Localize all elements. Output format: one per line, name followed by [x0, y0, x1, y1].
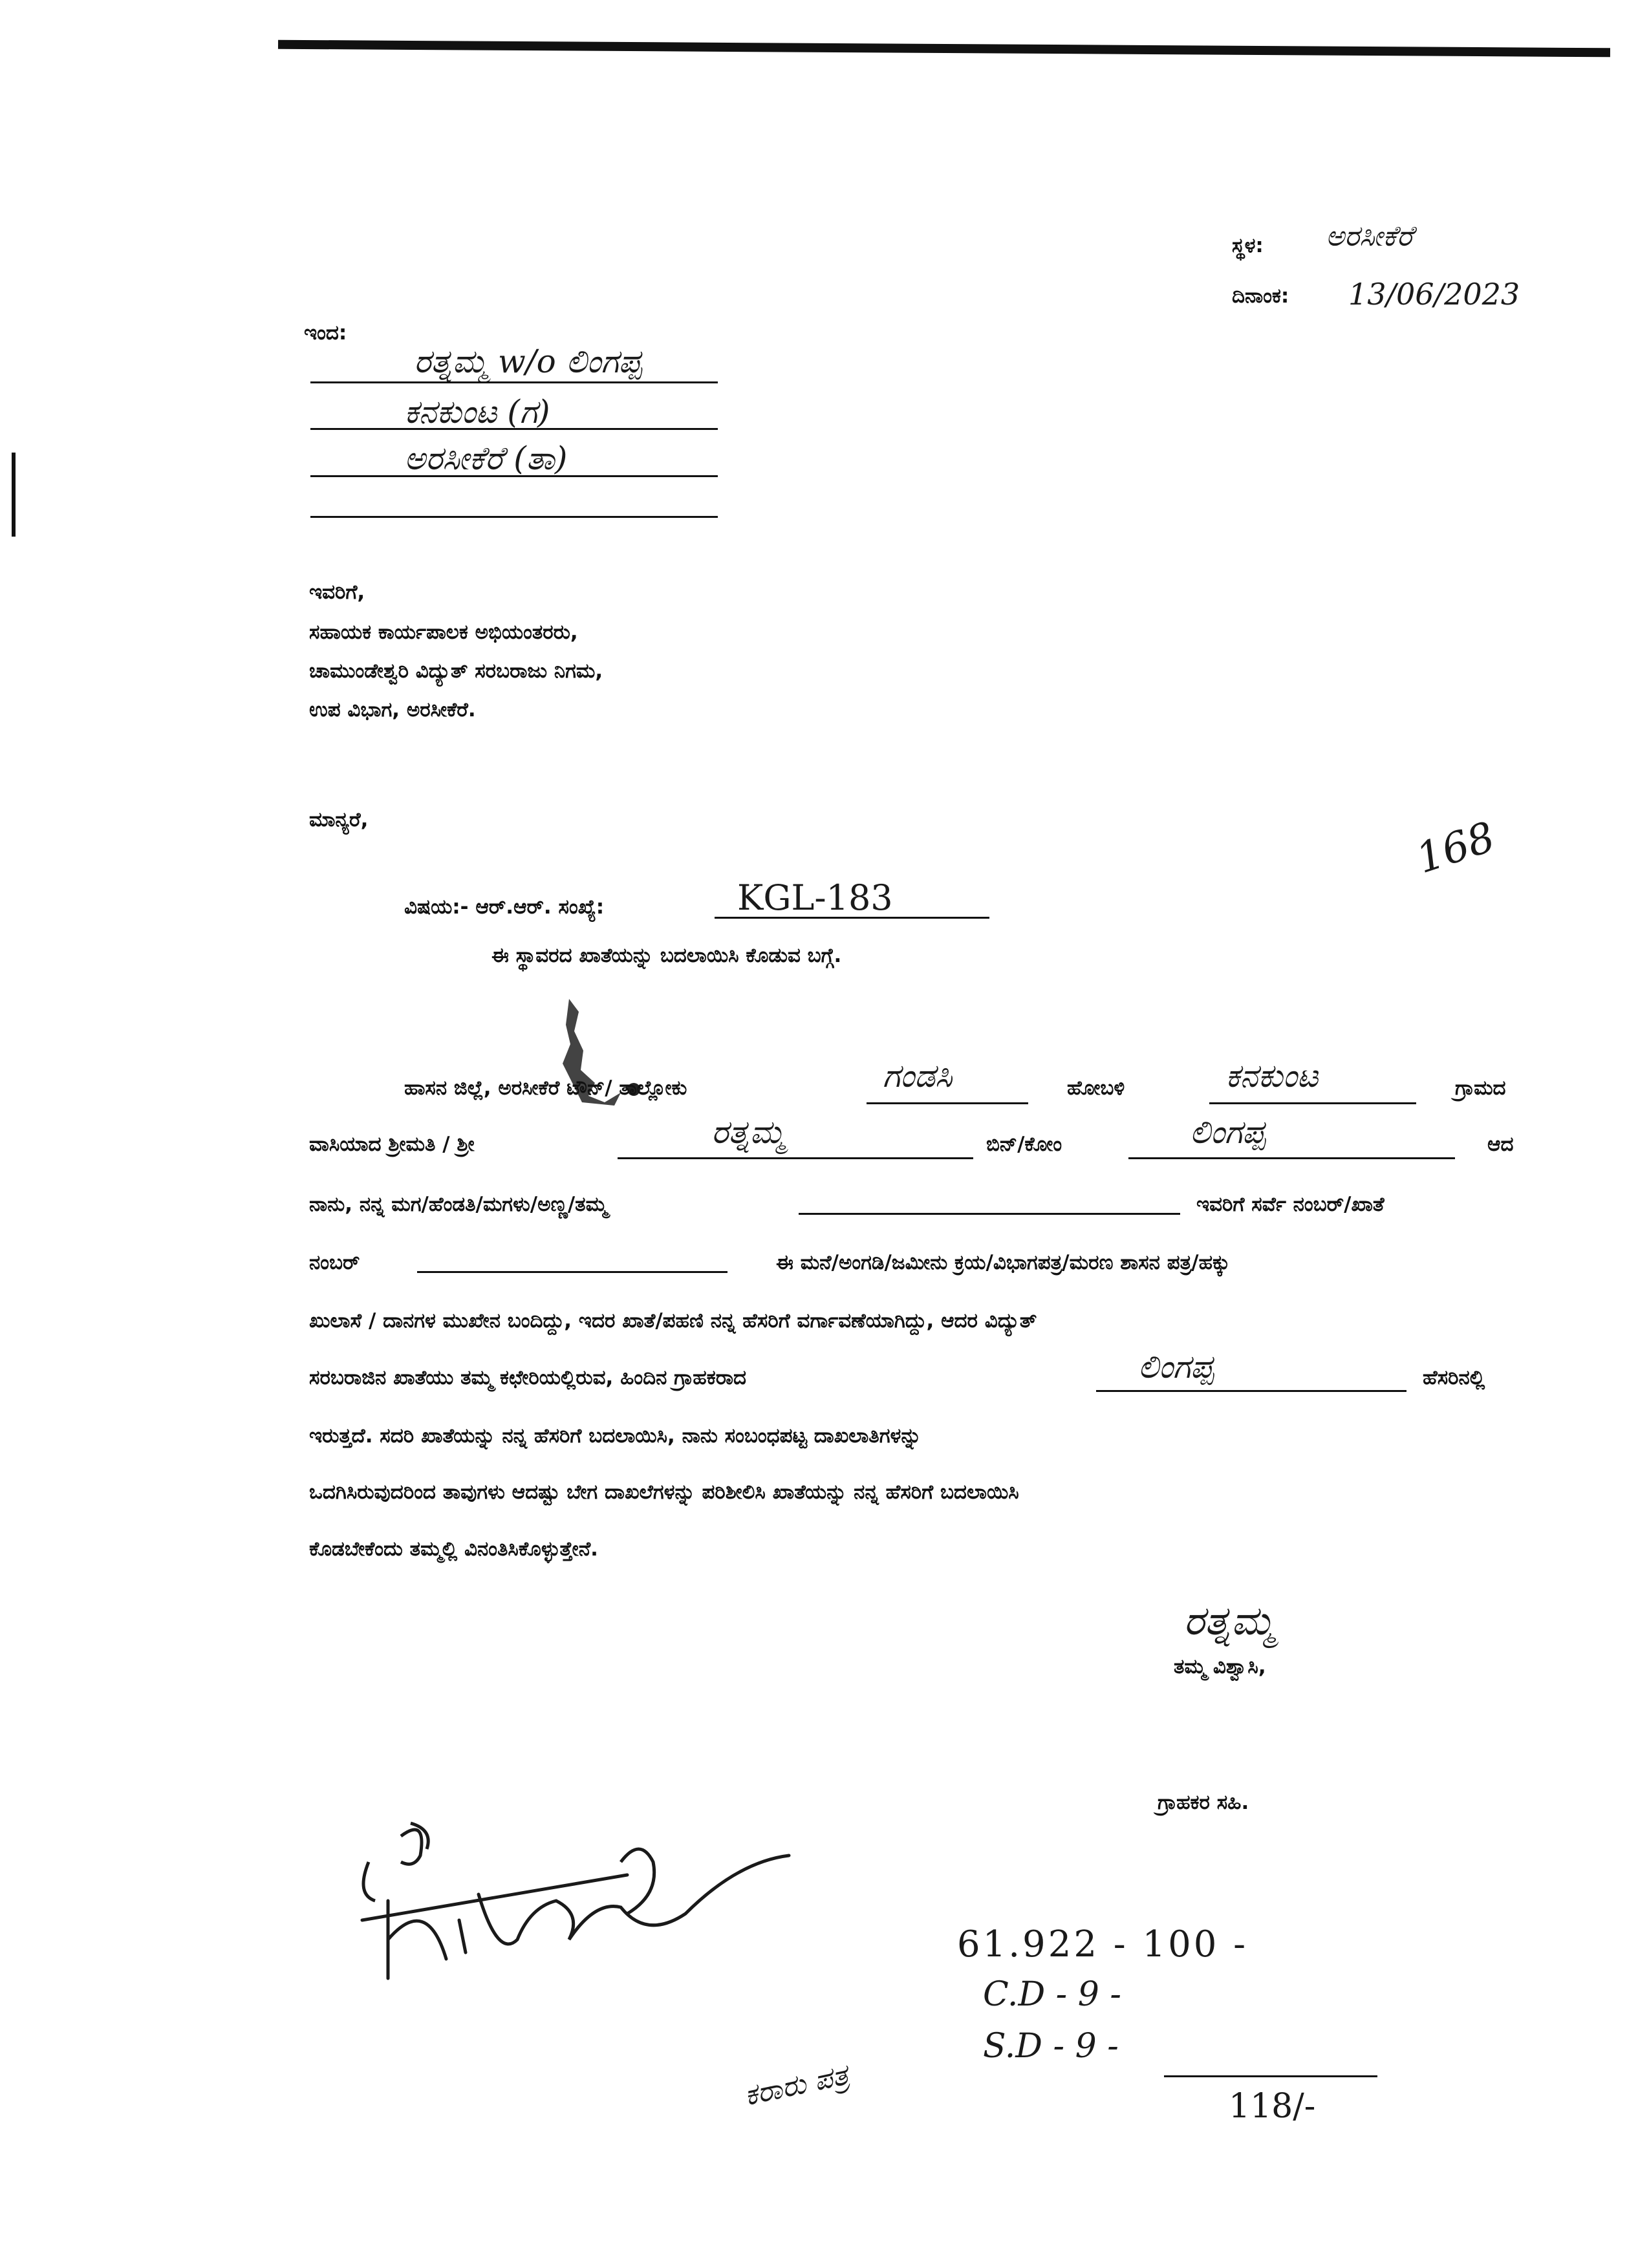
village-underline — [1209, 1102, 1416, 1104]
body-p6-b: ಹೆಸರಿನಲ್ಲಿ — [1423, 1366, 1485, 1389]
from-underline-3 — [310, 475, 718, 477]
body-p6-a: ಸರಬರಾಜಿನ ಖಾತೆಯು ತಮ್ಮ ಕಛೇರಿಯಲ್ಲಿರುವ, ಹಿಂದಿನ ಗ್ರಾಹಕರಾದ — [309, 1366, 747, 1389]
body-p8: ಒದಗಿಸಿರುವುದರಿಂದ ತಾವುಗಳು ಆದಷ್ಟು ಬೇಗ ದಾಖಲೆಗಳನ್ನು ಪರಿಶೀಲಿಸಿ ಖಾತೆಯನ್ನು ನನ್ನ ಹೆಸರಿಗೆ ಬದಲಾಯಿಸಿ — [309, 1481, 1019, 1504]
body-p5: ಖುಲಾಸೆ / ದಾನಗಳ ಮುಖೇನ ಬಂದಿದ್ದು, ಇದರ ಖಾತೆ/ಪಹಣಿ ನನ್ನ ಹೆಸರಿಗೆ ವರ್ಗಾವಣೆಯಾಗಿದ್ದು, ಆದರ ವಿದ್ಯುತ್ — [309, 1309, 1037, 1332]
body-p2-a: ವಾಸಿಯಾದ ಶ್ರೀಮತಿ / ಶ್ರೀ — [309, 1133, 475, 1156]
scan-top-bar — [278, 40, 1610, 58]
body-p1-c: ಗ್ರಾಮದ — [1455, 1076, 1506, 1100]
to-line-2: ಚಾಮುಂಡೇಶ್ವರಿ ವಿದ್ಯುತ್ ಸರಬರಾಜು ನಿಗಮ, — [309, 659, 603, 683]
body-p3-b: ಇವರಿಗೆ ಸರ್ವೆ ನಂಬರ್/ಖಾತೆ — [1196, 1193, 1385, 1216]
name-underline — [618, 1157, 973, 1159]
body-p2-b: ಬಿನ್/ಕೋಂ — [986, 1133, 1062, 1156]
from-underline-4 — [310, 516, 718, 518]
body-p4-a: ನಂಬರ್ — [309, 1251, 360, 1274]
husband-underline — [1128, 1157, 1455, 1159]
to-line-3: ಉಪ ವಿಭಾಗ, ಅರಸೀಕೆರೆ. — [309, 698, 476, 722]
ink-smudge — [543, 992, 673, 1122]
body-hobli: ಗಂಡಸಿ — [883, 1057, 953, 1095]
salutation: ಮಾನ್ಯರೆ, — [309, 808, 369, 831]
from-line-3: ಅರಸೀಕೆರೆ (ತಾ) — [404, 440, 568, 477]
from-label: ಇಂದ: — [304, 321, 347, 345]
survey-underline — [417, 1271, 727, 1273]
to-label: ಇವರಿಗೆ, — [309, 581, 365, 604]
place-value: ಅರಸೀಕೆರೆ — [1326, 220, 1413, 253]
body-p3-a: ನಾನು, ನನ್ನ ಮಗ/ಹೆಂಡತಿ/ಮಗಳು/ಅಣ್ಣ/ತಮ್ಮ — [309, 1193, 608, 1216]
note-total-line — [1164, 2075, 1377, 2077]
consumer-sign-label: ಗ್ರಾಹಕರ ಸಹಿ. — [1158, 1791, 1249, 1814]
note-line-2: C.D - 9 - — [983, 1975, 1121, 2014]
from-line-2: ಕನಕುಂಟ (ಗ) — [404, 393, 550, 431]
applicant-signature: ರತ್ನಮ್ಮ — [1183, 1597, 1275, 1644]
body-p9: ಕೊಡಬೇಕೆಂದು ತಮ್ಮಲ್ಲಿ ವಿನಂತಿಸಿಕೊಳ್ಳುತ್ತೇನೆ. — [309, 1537, 598, 1561]
from-underline-2 — [310, 428, 718, 430]
yours-faithfully: ತಮ್ಮ ವಿಶ್ವಾಸಿ, — [1174, 1655, 1266, 1678]
date-value: 13/06/2023 — [1348, 277, 1520, 312]
relation-underline — [799, 1213, 1180, 1215]
date-label: ದಿನಾಂಕ: — [1232, 284, 1289, 308]
subject-line-2: ಈ ಸ್ಥಾವರದ ಖಾತೆಯನ್ನು ಬದಲಾಯಿಸಿ ಕೊಡುವ ಬಗ್ಗೆ. — [491, 944, 842, 967]
rr-underline — [715, 917, 989, 919]
margin-note: 168 — [1410, 813, 1501, 884]
body-p4-b: ಈ ಮನೆ/ಅಂಗಡಿ/ಜಮೀನು ಕ್ರಯ/ವಿಭಾಗಪತ್ರ/ಮರಣ ಶಾಸನ ಪತ್ರ/ಹಕ್ಕು — [776, 1251, 1230, 1274]
rr-number: KGL-183 — [737, 877, 893, 918]
note-line-1: 61.922 - 100 - — [957, 1923, 1249, 1965]
note-line-3: S.D - 9 - — [983, 2027, 1119, 2066]
from-underline-1 — [310, 381, 718, 383]
body-village: ಕನಕುಂಟ — [1225, 1057, 1319, 1095]
body-name: ರತ್ನಮ್ಮ — [711, 1113, 786, 1151]
hobli-underline — [867, 1102, 1028, 1104]
body-p2-c: ಆದ — [1487, 1133, 1514, 1156]
body-prev-consumer: ಲಿಂಗಪ್ಪ — [1138, 1348, 1214, 1385]
official-signature — [349, 1746, 867, 1991]
place-label: ಸ್ಥಳ: — [1232, 234, 1264, 257]
subject-label: ವಿಷಯ:- ಆರ್.ಆರ್. ಸಂಖ್ಯೆ: — [404, 895, 605, 919]
note-side: ಕರಾರು ಪತ್ರ — [741, 2058, 852, 2113]
to-line-1: ಸಹಾಯಕ ಕಾರ್ಯಪಾಲಕ ಅಭಿಯಂತರರು, — [309, 621, 578, 644]
body-p1-b: ಹೋಬಳಿ — [1067, 1076, 1125, 1100]
note-total: 118/- — [1229, 2087, 1316, 2126]
scan-left-edge — [12, 453, 16, 537]
body-p7: ಇರುತ್ತದೆ. ಸದರಿ ಖಾತೆಯನ್ನು ನನ್ನ ಹೆಸರಿಗೆ ಬದಲಾಯಿಸಿ, ನಾನು ಸಂಬಂಧಪಟ್ಟ ದಾಖಲಾತಿಗಳನ್ನು — [309, 1424, 921, 1448]
body-husband: ಲಿಂಗಪ್ಪ — [1190, 1113, 1266, 1151]
prev-consumer-underline — [1096, 1390, 1406, 1392]
body-p1-a: ಹಾಸನ ಜಿಲ್ಲೆ, ಅರಸೀಕೆರೆ ಟೌನ್/ ತಾಲ್ಲೋಕು — [404, 1076, 687, 1100]
from-line-1: ರತ್ನಮ್ಮ w/o ಲಿಂಗಪ್ಪ — [414, 343, 642, 380]
